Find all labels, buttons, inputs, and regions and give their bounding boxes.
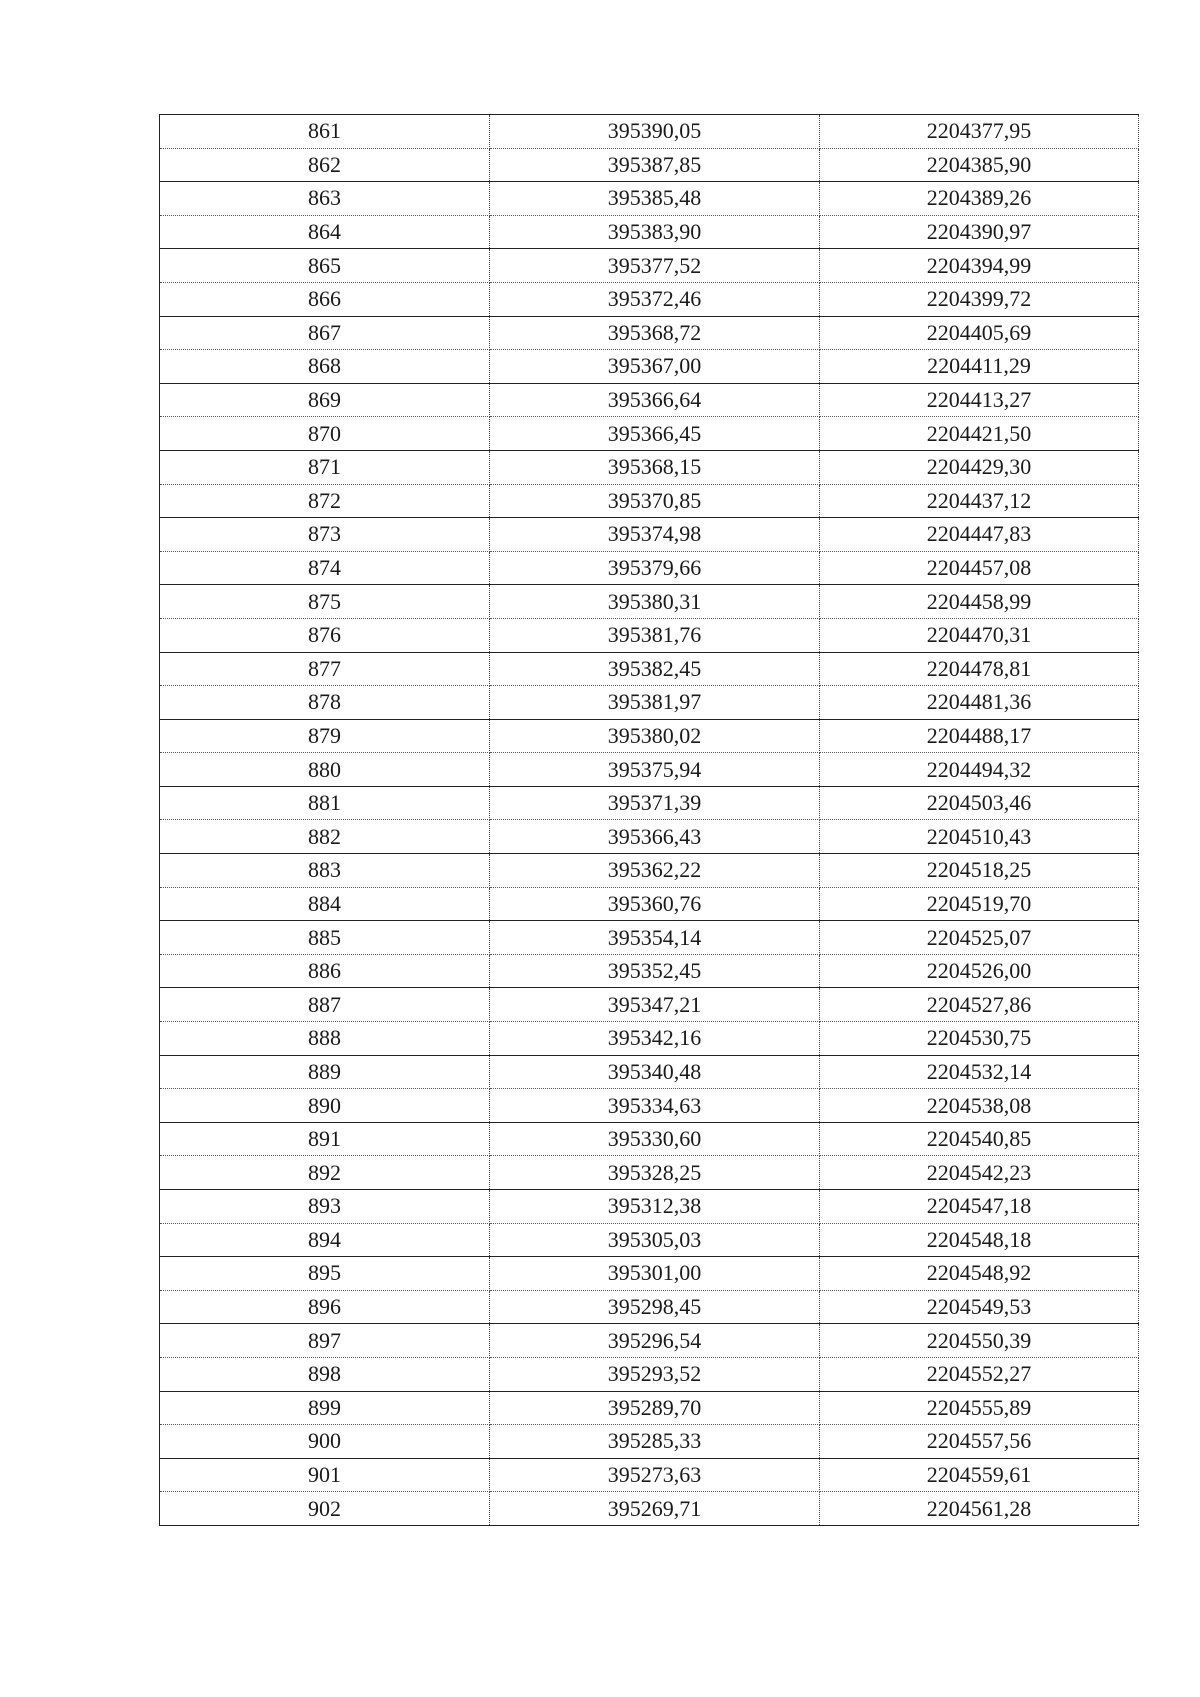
y-coordinate-cell: 2204470,31 (820, 618, 1139, 652)
x-coordinate-cell: 395370,85 (490, 484, 820, 518)
point-number-cell: 885 (160, 921, 490, 955)
table-row (160, 686, 1139, 720)
table-row (160, 249, 1139, 283)
point-number-cell: 888 (160, 1022, 490, 1056)
table-row (160, 820, 1139, 854)
y-coordinate-cell: 2204457,08 (820, 551, 1139, 585)
y-coordinate-cell: 2204510,43 (820, 820, 1139, 854)
point-number-cell: 874 (160, 551, 490, 585)
table-row (160, 854, 1139, 888)
y-coordinate-cell: 2204394,99 (820, 249, 1139, 283)
x-coordinate-cell: 395368,15 (490, 450, 820, 484)
x-coordinate-cell: 395377,52 (490, 249, 820, 283)
table-row (160, 1458, 1139, 1492)
table-row (160, 753, 1139, 787)
point-number-cell: 880 (160, 753, 490, 787)
point-number-cell: 877 (160, 652, 490, 686)
y-coordinate-cell: 2204532,14 (820, 1055, 1139, 1089)
y-coordinate-cell: 2204561,28 (820, 1492, 1139, 1526)
point-number-cell: 890 (160, 1089, 490, 1123)
x-coordinate-cell: 395342,16 (490, 1022, 820, 1056)
x-coordinate-cell: 395298,45 (490, 1290, 820, 1324)
coordinates-table-body (160, 115, 1139, 1526)
point-number-cell: 894 (160, 1223, 490, 1257)
x-coordinate-cell: 395380,31 (490, 585, 820, 619)
x-coordinate-cell: 395289,70 (490, 1391, 820, 1425)
table-row (160, 551, 1139, 585)
x-coordinate-cell: 395362,22 (490, 854, 820, 888)
y-coordinate-cell: 2204557,56 (820, 1425, 1139, 1459)
point-number-cell: 878 (160, 686, 490, 720)
x-coordinate-cell: 395379,66 (490, 551, 820, 585)
table-row (160, 1425, 1139, 1459)
x-coordinate-cell: 395368,72 (490, 316, 820, 350)
y-coordinate-cell: 2204540,85 (820, 1122, 1139, 1156)
table-row (160, 1290, 1139, 1324)
table-row (160, 786, 1139, 820)
x-coordinate-cell: 395382,45 (490, 652, 820, 686)
table-row (160, 316, 1139, 350)
point-number-cell: 898 (160, 1357, 490, 1391)
point-number-cell: 871 (160, 450, 490, 484)
point-number-cell: 895 (160, 1257, 490, 1291)
y-coordinate-cell: 2204494,32 (820, 753, 1139, 787)
table-row (160, 652, 1139, 686)
x-coordinate-cell: 395383,90 (490, 215, 820, 249)
table-row (160, 1391, 1139, 1425)
point-number-cell: 893 (160, 1190, 490, 1224)
table-row (160, 417, 1139, 451)
y-coordinate-cell: 2204385,90 (820, 148, 1139, 182)
point-number-cell: 862 (160, 148, 490, 182)
x-coordinate-cell: 395371,39 (490, 786, 820, 820)
y-coordinate-cell: 2204549,53 (820, 1290, 1139, 1324)
x-coordinate-cell: 395330,60 (490, 1122, 820, 1156)
point-number-cell: 879 (160, 719, 490, 753)
x-coordinate-cell: 395340,48 (490, 1055, 820, 1089)
x-coordinate-cell: 395273,63 (490, 1458, 820, 1492)
x-coordinate-cell: 395269,71 (490, 1492, 820, 1526)
table-row (160, 383, 1139, 417)
x-coordinate-cell: 395374,98 (490, 518, 820, 552)
table-row (160, 988, 1139, 1022)
y-coordinate-cell: 2204405,69 (820, 316, 1139, 350)
point-number-cell: 900 (160, 1425, 490, 1459)
table-row (160, 115, 1139, 149)
x-coordinate-cell: 395366,45 (490, 417, 820, 451)
table-row (160, 1357, 1139, 1391)
y-coordinate-cell: 2204377,95 (820, 115, 1139, 149)
point-number-cell: 875 (160, 585, 490, 619)
y-coordinate-cell: 2204458,99 (820, 585, 1139, 619)
point-number-cell: 901 (160, 1458, 490, 1492)
x-coordinate-cell: 395293,52 (490, 1357, 820, 1391)
y-coordinate-cell: 2204552,27 (820, 1357, 1139, 1391)
table-row (160, 1257, 1139, 1291)
y-coordinate-cell: 2204389,26 (820, 182, 1139, 216)
table-row (160, 1089, 1139, 1123)
table-row (160, 921, 1139, 955)
y-coordinate-cell: 2204550,39 (820, 1324, 1139, 1358)
x-coordinate-cell: 395381,97 (490, 686, 820, 720)
y-coordinate-cell: 2204399,72 (820, 282, 1139, 316)
x-coordinate-cell: 395296,54 (490, 1324, 820, 1358)
point-number-cell: 876 (160, 618, 490, 652)
point-number-cell: 886 (160, 954, 490, 988)
y-coordinate-cell: 2204437,12 (820, 484, 1139, 518)
point-number-cell: 899 (160, 1391, 490, 1425)
table-row (160, 1492, 1139, 1526)
y-coordinate-cell: 2204488,17 (820, 719, 1139, 753)
table-row (160, 585, 1139, 619)
table-row (160, 954, 1139, 988)
y-coordinate-cell: 2204481,36 (820, 686, 1139, 720)
point-number-cell: 868 (160, 350, 490, 384)
table-row (160, 1324, 1139, 1358)
point-number-cell: 884 (160, 887, 490, 921)
point-number-cell: 892 (160, 1156, 490, 1190)
y-coordinate-cell: 2204518,25 (820, 854, 1139, 888)
point-number-cell: 883 (160, 854, 490, 888)
y-coordinate-cell: 2204542,23 (820, 1156, 1139, 1190)
x-coordinate-cell: 395380,02 (490, 719, 820, 753)
table-row (160, 215, 1139, 249)
table-row (160, 182, 1139, 216)
table-row (160, 887, 1139, 921)
point-number-cell: 864 (160, 215, 490, 249)
y-coordinate-cell: 2204526,00 (820, 954, 1139, 988)
y-coordinate-cell: 2204411,29 (820, 350, 1139, 384)
table-row (160, 450, 1139, 484)
table-row (160, 282, 1139, 316)
point-number-cell: 861 (160, 115, 490, 149)
y-coordinate-cell: 2204559,61 (820, 1458, 1139, 1492)
coordinates-table (159, 114, 1139, 1526)
table-row (160, 1022, 1139, 1056)
x-coordinate-cell: 395334,63 (490, 1089, 820, 1123)
x-coordinate-cell: 395390,05 (490, 115, 820, 149)
table-row (160, 1122, 1139, 1156)
y-coordinate-cell: 2204447,83 (820, 518, 1139, 552)
point-number-cell: 902 (160, 1492, 490, 1526)
x-coordinate-cell: 395352,45 (490, 954, 820, 988)
point-number-cell: 866 (160, 282, 490, 316)
x-coordinate-cell: 395347,21 (490, 988, 820, 1022)
x-coordinate-cell: 395360,76 (490, 887, 820, 921)
table-row (160, 1156, 1139, 1190)
y-coordinate-cell: 2204429,30 (820, 450, 1139, 484)
y-coordinate-cell: 2204519,70 (820, 887, 1139, 921)
x-coordinate-cell: 395301,00 (490, 1257, 820, 1291)
point-number-cell: 869 (160, 383, 490, 417)
table-row (160, 1190, 1139, 1224)
x-coordinate-cell: 395312,38 (490, 1190, 820, 1224)
y-coordinate-cell: 2204547,18 (820, 1190, 1139, 1224)
y-coordinate-cell: 2204413,27 (820, 383, 1139, 417)
x-coordinate-cell: 395328,25 (490, 1156, 820, 1190)
table-row (160, 484, 1139, 518)
x-coordinate-cell: 395285,33 (490, 1425, 820, 1459)
y-coordinate-cell: 2204530,75 (820, 1022, 1139, 1056)
table-row (160, 148, 1139, 182)
y-coordinate-cell: 2204538,08 (820, 1089, 1139, 1123)
table-row (160, 350, 1139, 384)
point-number-cell: 889 (160, 1055, 490, 1089)
x-coordinate-cell: 395367,00 (490, 350, 820, 384)
point-number-cell: 870 (160, 417, 490, 451)
y-coordinate-cell: 2204421,50 (820, 417, 1139, 451)
y-coordinate-cell: 2204390,97 (820, 215, 1139, 249)
y-coordinate-cell: 2204548,92 (820, 1257, 1139, 1291)
table-row (160, 1223, 1139, 1257)
x-coordinate-cell: 395385,48 (490, 182, 820, 216)
point-number-cell: 873 (160, 518, 490, 552)
point-number-cell: 872 (160, 484, 490, 518)
point-number-cell: 865 (160, 249, 490, 283)
point-number-cell: 887 (160, 988, 490, 1022)
point-number-cell: 896 (160, 1290, 490, 1324)
table-row (160, 719, 1139, 753)
y-coordinate-cell: 2204527,86 (820, 988, 1139, 1022)
point-number-cell: 897 (160, 1324, 490, 1358)
x-coordinate-cell: 395354,14 (490, 921, 820, 955)
y-coordinate-cell: 2204555,89 (820, 1391, 1139, 1425)
x-coordinate-cell: 395366,43 (490, 820, 820, 854)
point-number-cell: 867 (160, 316, 490, 350)
x-coordinate-cell: 395366,64 (490, 383, 820, 417)
y-coordinate-cell: 2204525,07 (820, 921, 1139, 955)
table-row (160, 518, 1139, 552)
x-coordinate-cell: 395387,85 (490, 148, 820, 182)
y-coordinate-cell: 2204478,81 (820, 652, 1139, 686)
y-coordinate-cell: 2204548,18 (820, 1223, 1139, 1257)
x-coordinate-cell: 395375,94 (490, 753, 820, 787)
point-number-cell: 882 (160, 820, 490, 854)
x-coordinate-cell: 395381,76 (490, 618, 820, 652)
x-coordinate-cell: 395372,46 (490, 282, 820, 316)
point-number-cell: 891 (160, 1122, 490, 1156)
point-number-cell: 881 (160, 786, 490, 820)
table-row (160, 1055, 1139, 1089)
x-coordinate-cell: 395305,03 (490, 1223, 820, 1257)
table-row (160, 618, 1139, 652)
y-coordinate-cell: 2204503,46 (820, 786, 1139, 820)
point-number-cell: 863 (160, 182, 490, 216)
